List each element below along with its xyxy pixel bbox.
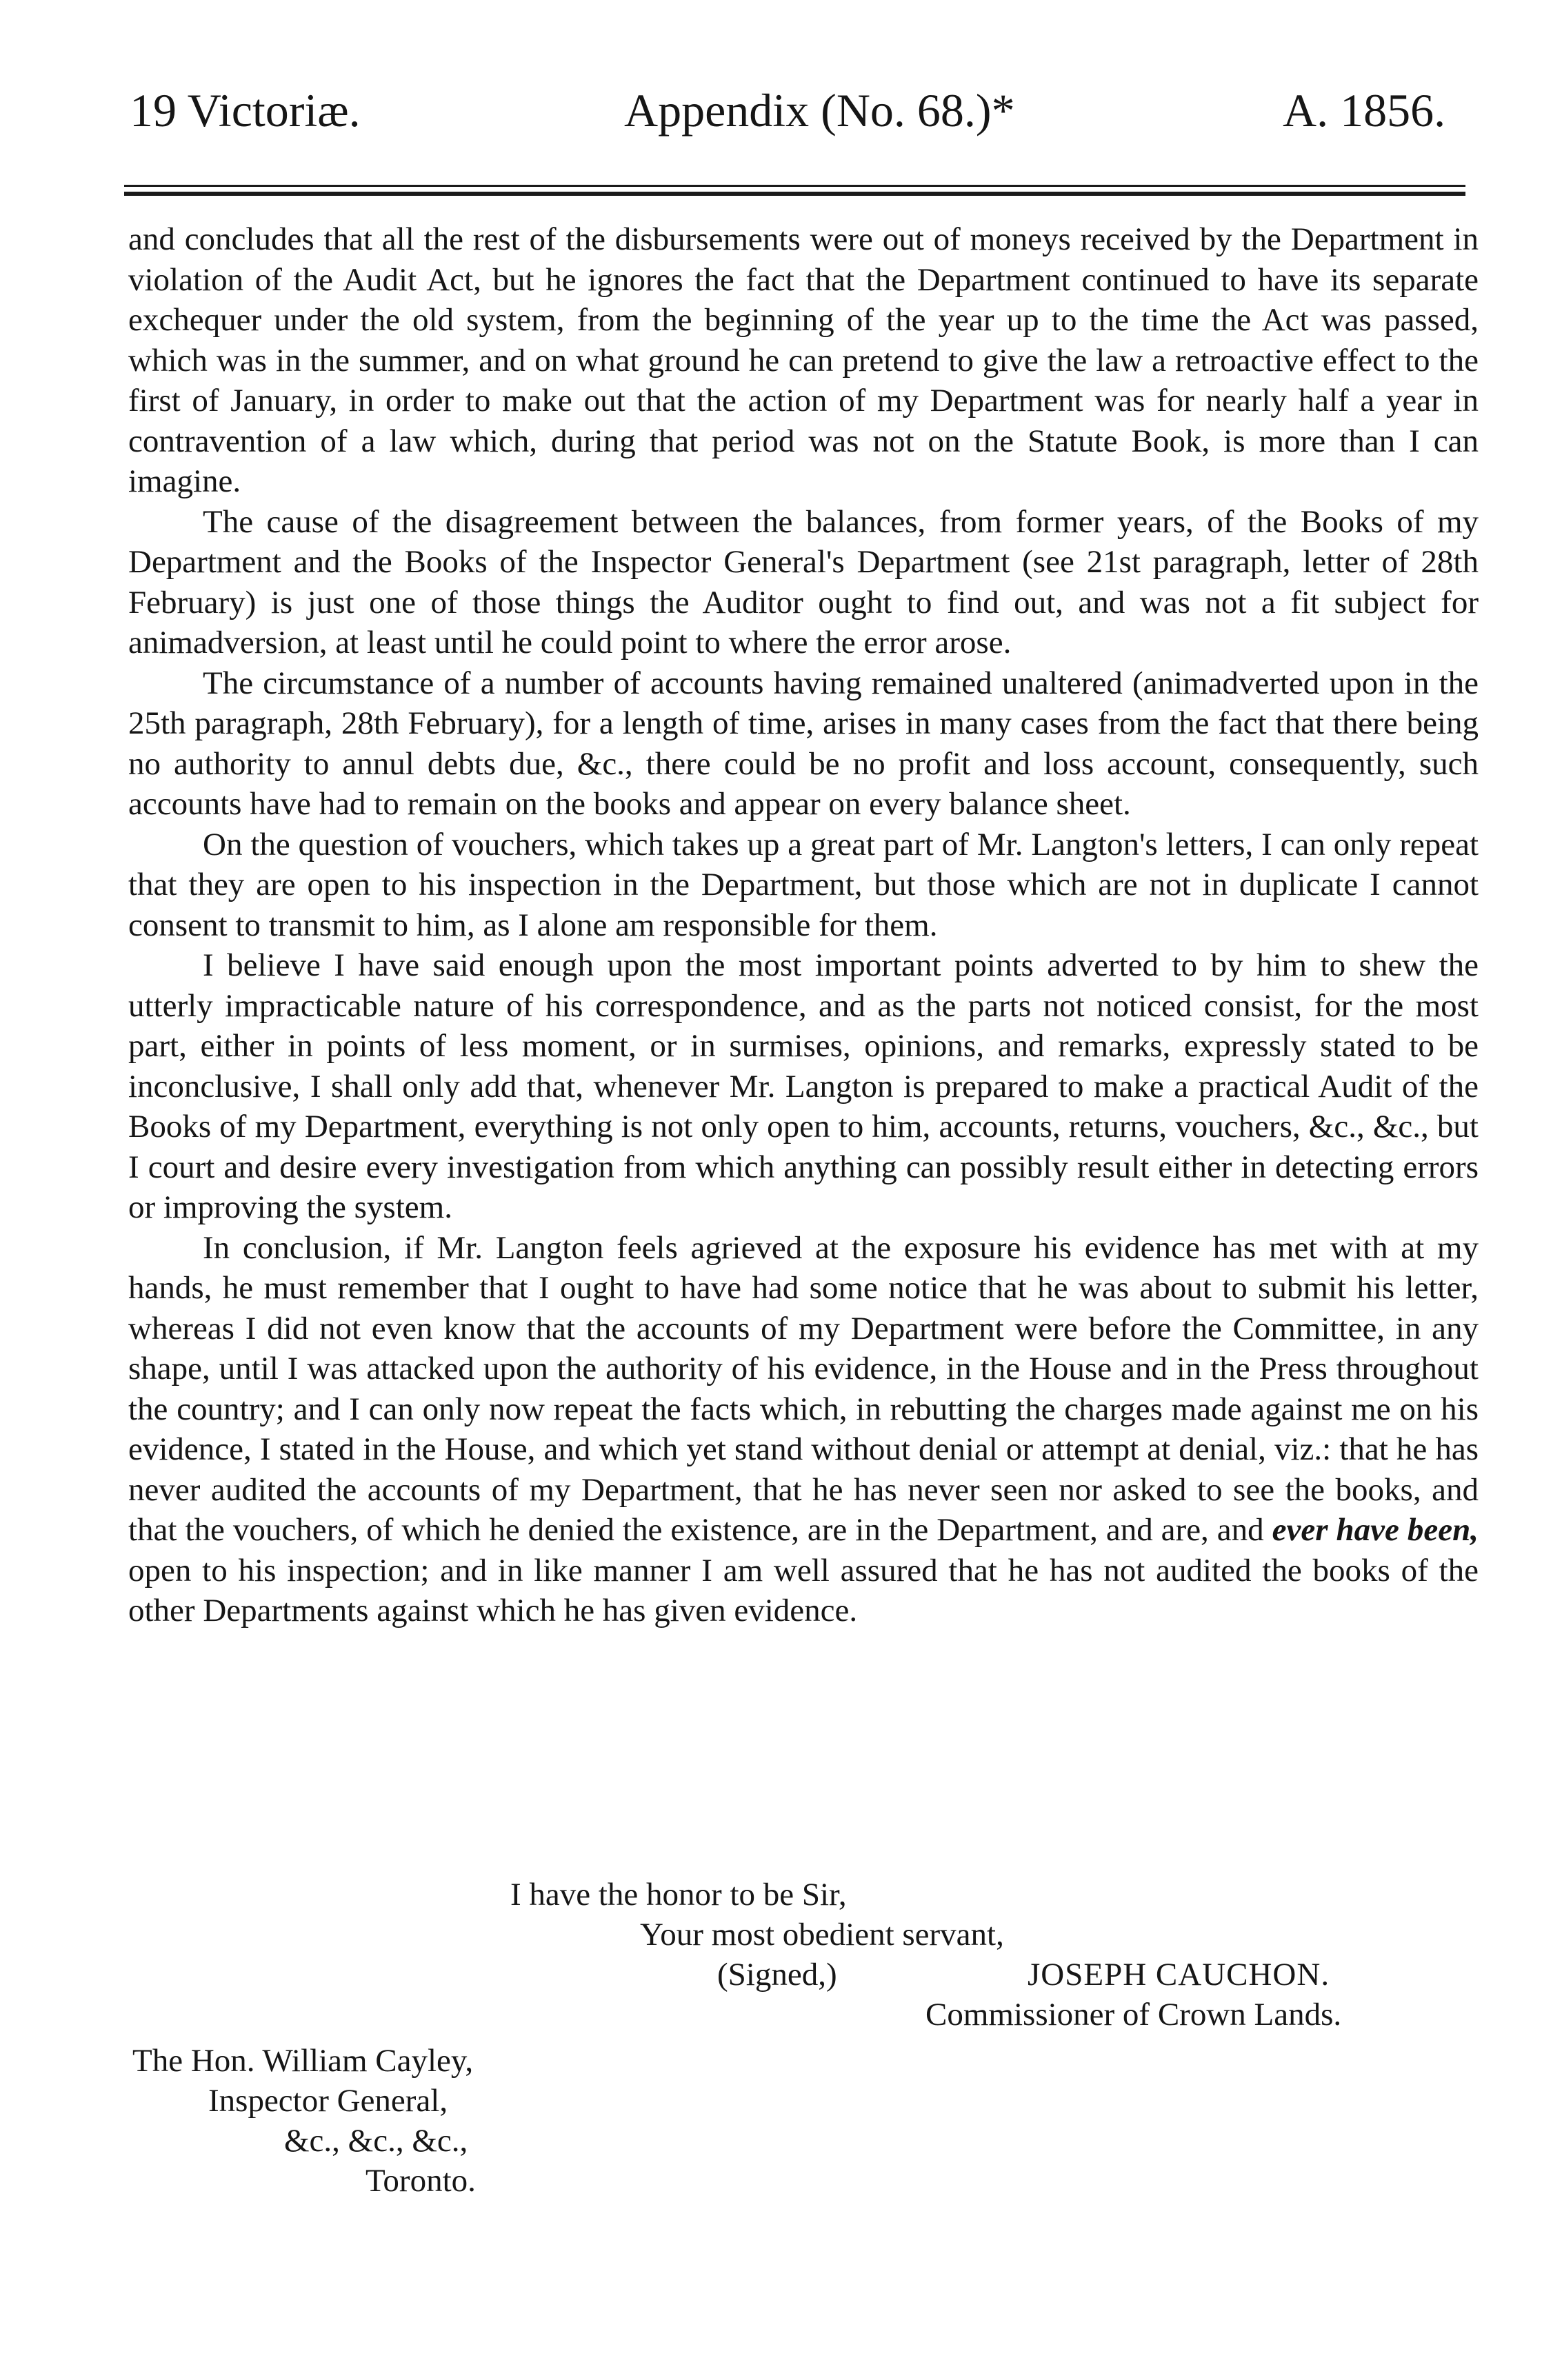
paragraph-6-emphasis: ever have been, (1272, 1512, 1479, 1548)
closing-salutation: I have the honor to be Sir, (510, 1877, 847, 1913)
addressee-name: The Hon. William Cayley, (132, 2043, 474, 2079)
paragraph-5: I believe I have said enough upon the most important points adverted to by him to shew the utterly impracticable nature of his correspondence, and as the parts not noticed consist, for the most part, either in points of less moment, or in surmises, opinions, and remarks, expressly stated to be inconclusive, I shall only add that, whenever Mr. Langton is prepared to make a practical Audit of the Books of my Department, everything is not only open to him, accounts, returns, vouchers, &c., &c., but I court and desire every investigation from which anything can possibly result either in detecting errors or improving the system. (128, 947, 1479, 1225)
closing-signed: (Signed,) (717, 1957, 837, 1993)
paragraph-1: and concludes that all the rest of the disbursements were out of moneys received by the Department in violation of the Audit Act, but he ignores the fact that the Department continued to have its separate exchequer under the old system, from the beginning of the year up to the time the Act was passed, which was in the summer, and on what ground he can pretend to give the law a retroactive effect to the first of January, in order to make out that the action of my Department was for nearly half a year in contravention of a law which, during that period was not on the Statute Book, is more than I can imagine. (128, 221, 1479, 499)
header-appendix: Appendix (No. 68.)* (624, 84, 1015, 137)
header-year: A. 1856. (1283, 84, 1446, 137)
paragraph-6-part-b: open to his inspection; and in like manner I am well assured that he has not audited the books of the other Departments against which he has given evidence. (128, 1552, 1479, 1628)
letter-body (128, 219, 1479, 1631)
addressee-place: Toronto. (366, 2163, 476, 2199)
paragraph-6 (128, 1228, 1479, 1631)
header-session: 19 Victoriæ. (130, 84, 361, 137)
header-rule-thick (124, 192, 1465, 196)
addressee-etc: &c., &c., &c., (284, 2123, 468, 2159)
signatory-title: Commissioner of Crown Lands. (925, 1997, 1342, 2033)
closing-servant: Your most obedient servant, (640, 1917, 1004, 1953)
paragraph-3: The circumstance of a number of accounts having remained unaltered (animadverted upon in the 25th paragraph, 28th February), for a length of time, arises in many cases from the fact that there being no authority to annul debts due, &c., there could be no profit and loss account, consequently, such accounts have had to remain on the books and appear on every balance sheet. (128, 665, 1479, 822)
header-rule-thin (124, 185, 1465, 187)
addressee-office: Inspector General, (208, 2083, 448, 2119)
paragraph-4: On the question of vouchers, which takes up a great part of Mr. Langton's letters, I can only repeat that they are open to his inspection in the Department, but those which are not in duplicate I cannot consent to transmit to him, as I alone am responsible for them. (128, 826, 1479, 943)
signatory-name: JOSEPH CAUCHON. (1028, 1957, 1330, 1993)
paragraph-6-part-a: In conclusion, if Mr. Langton feels agrieved at the exposure his evidence has met with at my hands, he must remember that I ought to have had some notice that he was about to submit his letter, whereas I did not even know that the accounts of my Department were before the Committee, in any shape, until I was attacked upon the authority of his evidence, in the House and in the Press throughout the country; and I can only now repeat the facts which, in rebutting the charges made against me on his evidence, I stated in the House, and which yet stand without denial or attempt at denial, viz.: that he has never audited the accounts of my Department, that he has never seen nor asked to see the books, and that the vouchers, of which he denied the existence, are in the Department, and are, and (128, 1229, 1479, 1548)
paragraph-2: The cause of the disagreement between the balances, from former years, of the Books of my Department and the Books of the Inspector General's Department (see 21st paragraph, letter of 28th February) is just one of those things the Auditor ought to find out, and was not a fit subject for animadversion, at least until he could point to where the error arose. (128, 503, 1479, 660)
